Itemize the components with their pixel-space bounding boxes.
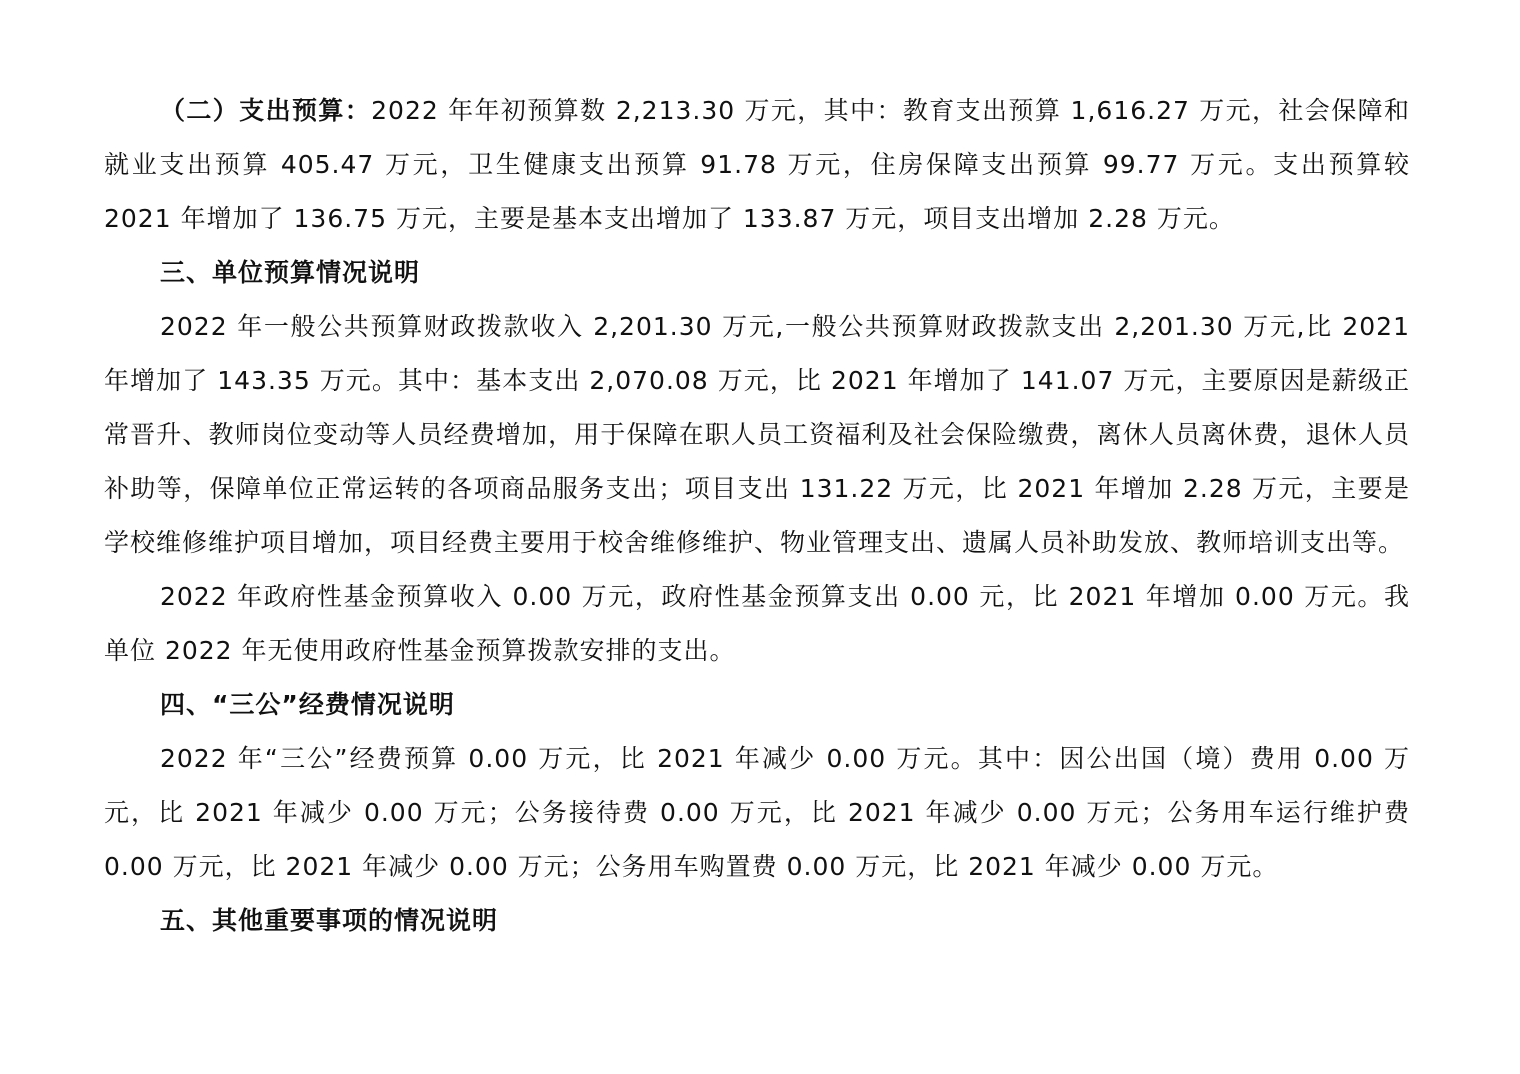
- section-3-paragraph-fund-budget: 2022 年政府性基金预算收入 0.00 万元，政府性基金预算支出 0.00 元，比 2021 年增加 0.00 万元。我单位 2022 年无使用政府性基金预算拨款安排的支出。: [104, 582, 1410, 665]
- expenditure-budget-paragraph: [104, 84, 1410, 246]
- expenditure-budget-text: 2022 年年初预算数 2,213.30 万元，其中：教育支出预算 1,616.27 万元，社会保障和就业支出预算 405.47 万元，卫生健康支出预算 91.78 万元，住房保障支出预算 99.77 万元。支出预算较 2021 年增加了 136.75 万元，主要是基本支出增加了 133.87 万元，项目支出增加 2.28 万元。: [104, 96, 1410, 233]
- expenditure-budget-lead: （二）支出预算：: [160, 96, 372, 125]
- section-3-heading: 三、单位预算情况说明: [160, 258, 421, 287]
- section-4-paragraph-three-public-expenses: 2022 年“三公”经费预算 0.00 万元，比 2021 年减少 0.00 万元。其中：因公出国（境）费用 0.00 万元，比 2021 年减少 0.00 万元；公务接待费 0.00 万元，比 2021 年减少 0.00 万元；公务用车运行维护费 0.00 万元，比 2021 年减少 0.00 万元；公务用车购置费 0.00 万元，比 2021 年减少 0.00 万元。: [104, 744, 1410, 881]
- section-5-heading: 五、其他重要事项的情况说明: [160, 906, 499, 935]
- section-3-paragraph-general-budget: 2022 年一般公共预算财政拨款收入 2,201.30 万元,一般公共预算财政拨款支出 2,201.30 万元,比 2021 年增加了 143.35 万元。其中：基本支出 2,070.08 万元，比 2021 年增加了 141.07 万元，主要原因是薪级正常晋升、教师岗位变动等人员经费增加，用于保障在职人员工资福利及社会保险缴费，离休人员离休费，退休人员补助等，保障单位正常运转的各项商品服务支出；项目支出 131.22 万元，比 2021 年增加 2.28 万元，主要是学校维修维护项目增加，项目经费主要用于校舍维修维护、物业管理支出、遗属人员补助发放、教师培训支出等。: [104, 312, 1410, 557]
- document-page: [104, 84, 1410, 948]
- section-4-heading: 四、“三公”经费情况说明: [160, 690, 455, 719]
